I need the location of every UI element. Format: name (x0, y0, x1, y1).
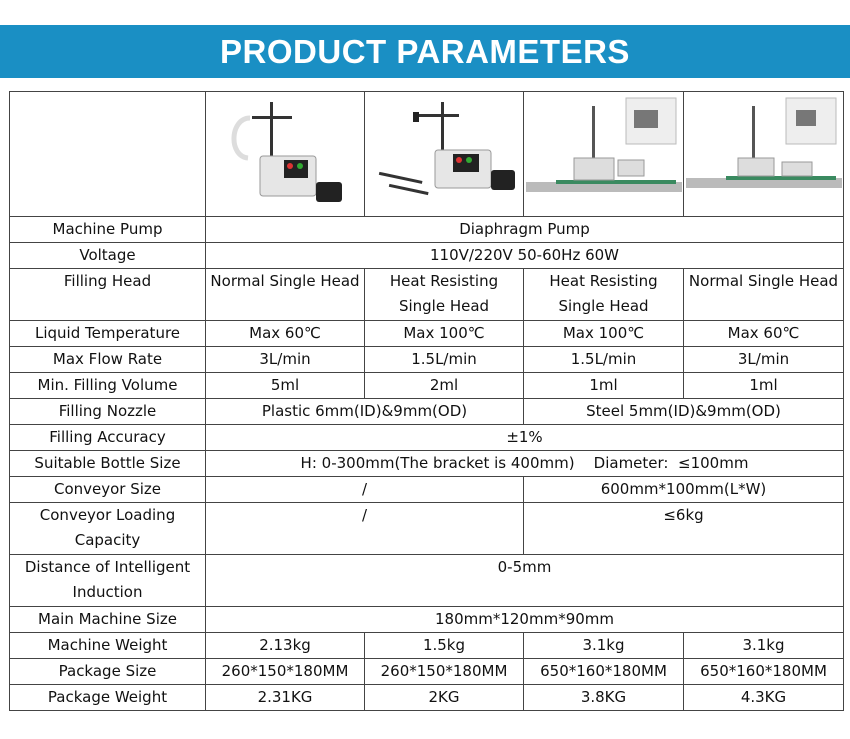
row-label: Voltage (10, 243, 206, 269)
row-value: 2ml (365, 373, 524, 399)
row-value: 260*150*180MM (365, 659, 524, 685)
row-value: 600mm*100mm(L*W) (524, 477, 844, 503)
table-row (10, 269, 844, 321)
row-value: Steel 5mm(ID)&9mm(OD) (524, 399, 844, 425)
row-value: 4.3KG (684, 685, 844, 711)
table-row (10, 451, 844, 477)
table-row (10, 477, 844, 503)
table-row (10, 217, 844, 243)
row-value: 5ml (206, 373, 365, 399)
table-row (10, 685, 844, 711)
row-label: Conveyor Loading Capacity (10, 503, 206, 555)
row-value: 1ml (524, 373, 684, 399)
row-value: 2KG (365, 685, 524, 711)
row-value: Normal Single Head (206, 269, 365, 321)
row-value: / (206, 477, 524, 503)
table-row (10, 555, 844, 607)
table-row (10, 633, 844, 659)
row-label: Suitable Bottle Size (10, 451, 206, 477)
row-value: Heat Resisting Single Head (365, 269, 524, 321)
row-value: 650*160*180MM (684, 659, 844, 685)
row-value: 1ml (684, 373, 844, 399)
row-value: 0-5mm (206, 555, 844, 607)
row-value: Diaphragm Pump (206, 217, 844, 243)
row-value: 1.5kg (365, 633, 524, 659)
table-row (10, 373, 844, 399)
row-value: H: 0-300mm(The bracket is 400mm) Diameter: ≤100mm (206, 451, 844, 477)
row-value: Plastic 6mm(ID)&9mm(OD) (206, 399, 524, 425)
row-value: 1.5L/min (365, 347, 524, 373)
row-value: Max 100℃ (365, 321, 524, 347)
row-label: Filling Accuracy (10, 425, 206, 451)
row-value: 110V/220V 50-60Hz 60W (206, 243, 844, 269)
table-row (10, 243, 844, 269)
title-banner (0, 25, 850, 78)
row-label: Min. Filling Volume (10, 373, 206, 399)
row-value: 3.1kg (524, 633, 684, 659)
row-value: ≤6kg (524, 503, 844, 555)
row-value: 3L/min (684, 347, 844, 373)
row-label: Max Flow Rate (10, 347, 206, 373)
row-label: Filling Nozzle (10, 399, 206, 425)
table-row (10, 425, 844, 451)
row-value: Heat Resisting Single Head (524, 269, 684, 321)
row-label: Distance of Intelligent Induction (10, 555, 206, 607)
row-value: 2.13kg (206, 633, 365, 659)
row-value: Max 100℃ (524, 321, 684, 347)
row-label: Filling Head (10, 269, 206, 321)
machine-image-4 (684, 92, 844, 217)
row-value: / (206, 503, 524, 555)
row-label: Liquid Temperature (10, 321, 206, 347)
empty-corner-cell (10, 92, 206, 217)
table-row (10, 399, 844, 425)
image-row (10, 92, 844, 217)
row-value: 650*160*180MM (524, 659, 684, 685)
table-row (10, 503, 844, 555)
row-label: Machine Weight (10, 633, 206, 659)
row-value: 260*150*180MM (206, 659, 365, 685)
machine-image-1 (206, 92, 365, 217)
table-row (10, 347, 844, 373)
machine-image-2 (365, 92, 524, 217)
row-label: Main Machine Size (10, 607, 206, 633)
row-label: Package Size (10, 659, 206, 685)
row-label: Package Weight (10, 685, 206, 711)
row-value: Max 60℃ (684, 321, 844, 347)
machine-image-3 (524, 92, 684, 217)
row-value: Normal Single Head (684, 269, 844, 321)
table-row (10, 659, 844, 685)
row-value: ±1% (206, 425, 844, 451)
row-value: 3L/min (206, 347, 365, 373)
row-value: 2.31KG (206, 685, 365, 711)
row-value: 1.5L/min (524, 347, 684, 373)
row-value: Max 60℃ (206, 321, 365, 347)
table-row (10, 607, 844, 633)
row-label: Machine Pump (10, 217, 206, 243)
row-value: 180mm*120mm*90mm (206, 607, 844, 633)
parameters-table (9, 91, 844, 711)
row-label: Conveyor Size (10, 477, 206, 503)
row-value: 3.8KG (524, 685, 684, 711)
table-row (10, 321, 844, 347)
row-value: 3.1kg (684, 633, 844, 659)
page-title: PRODUCT PARAMETERS (220, 32, 630, 70)
